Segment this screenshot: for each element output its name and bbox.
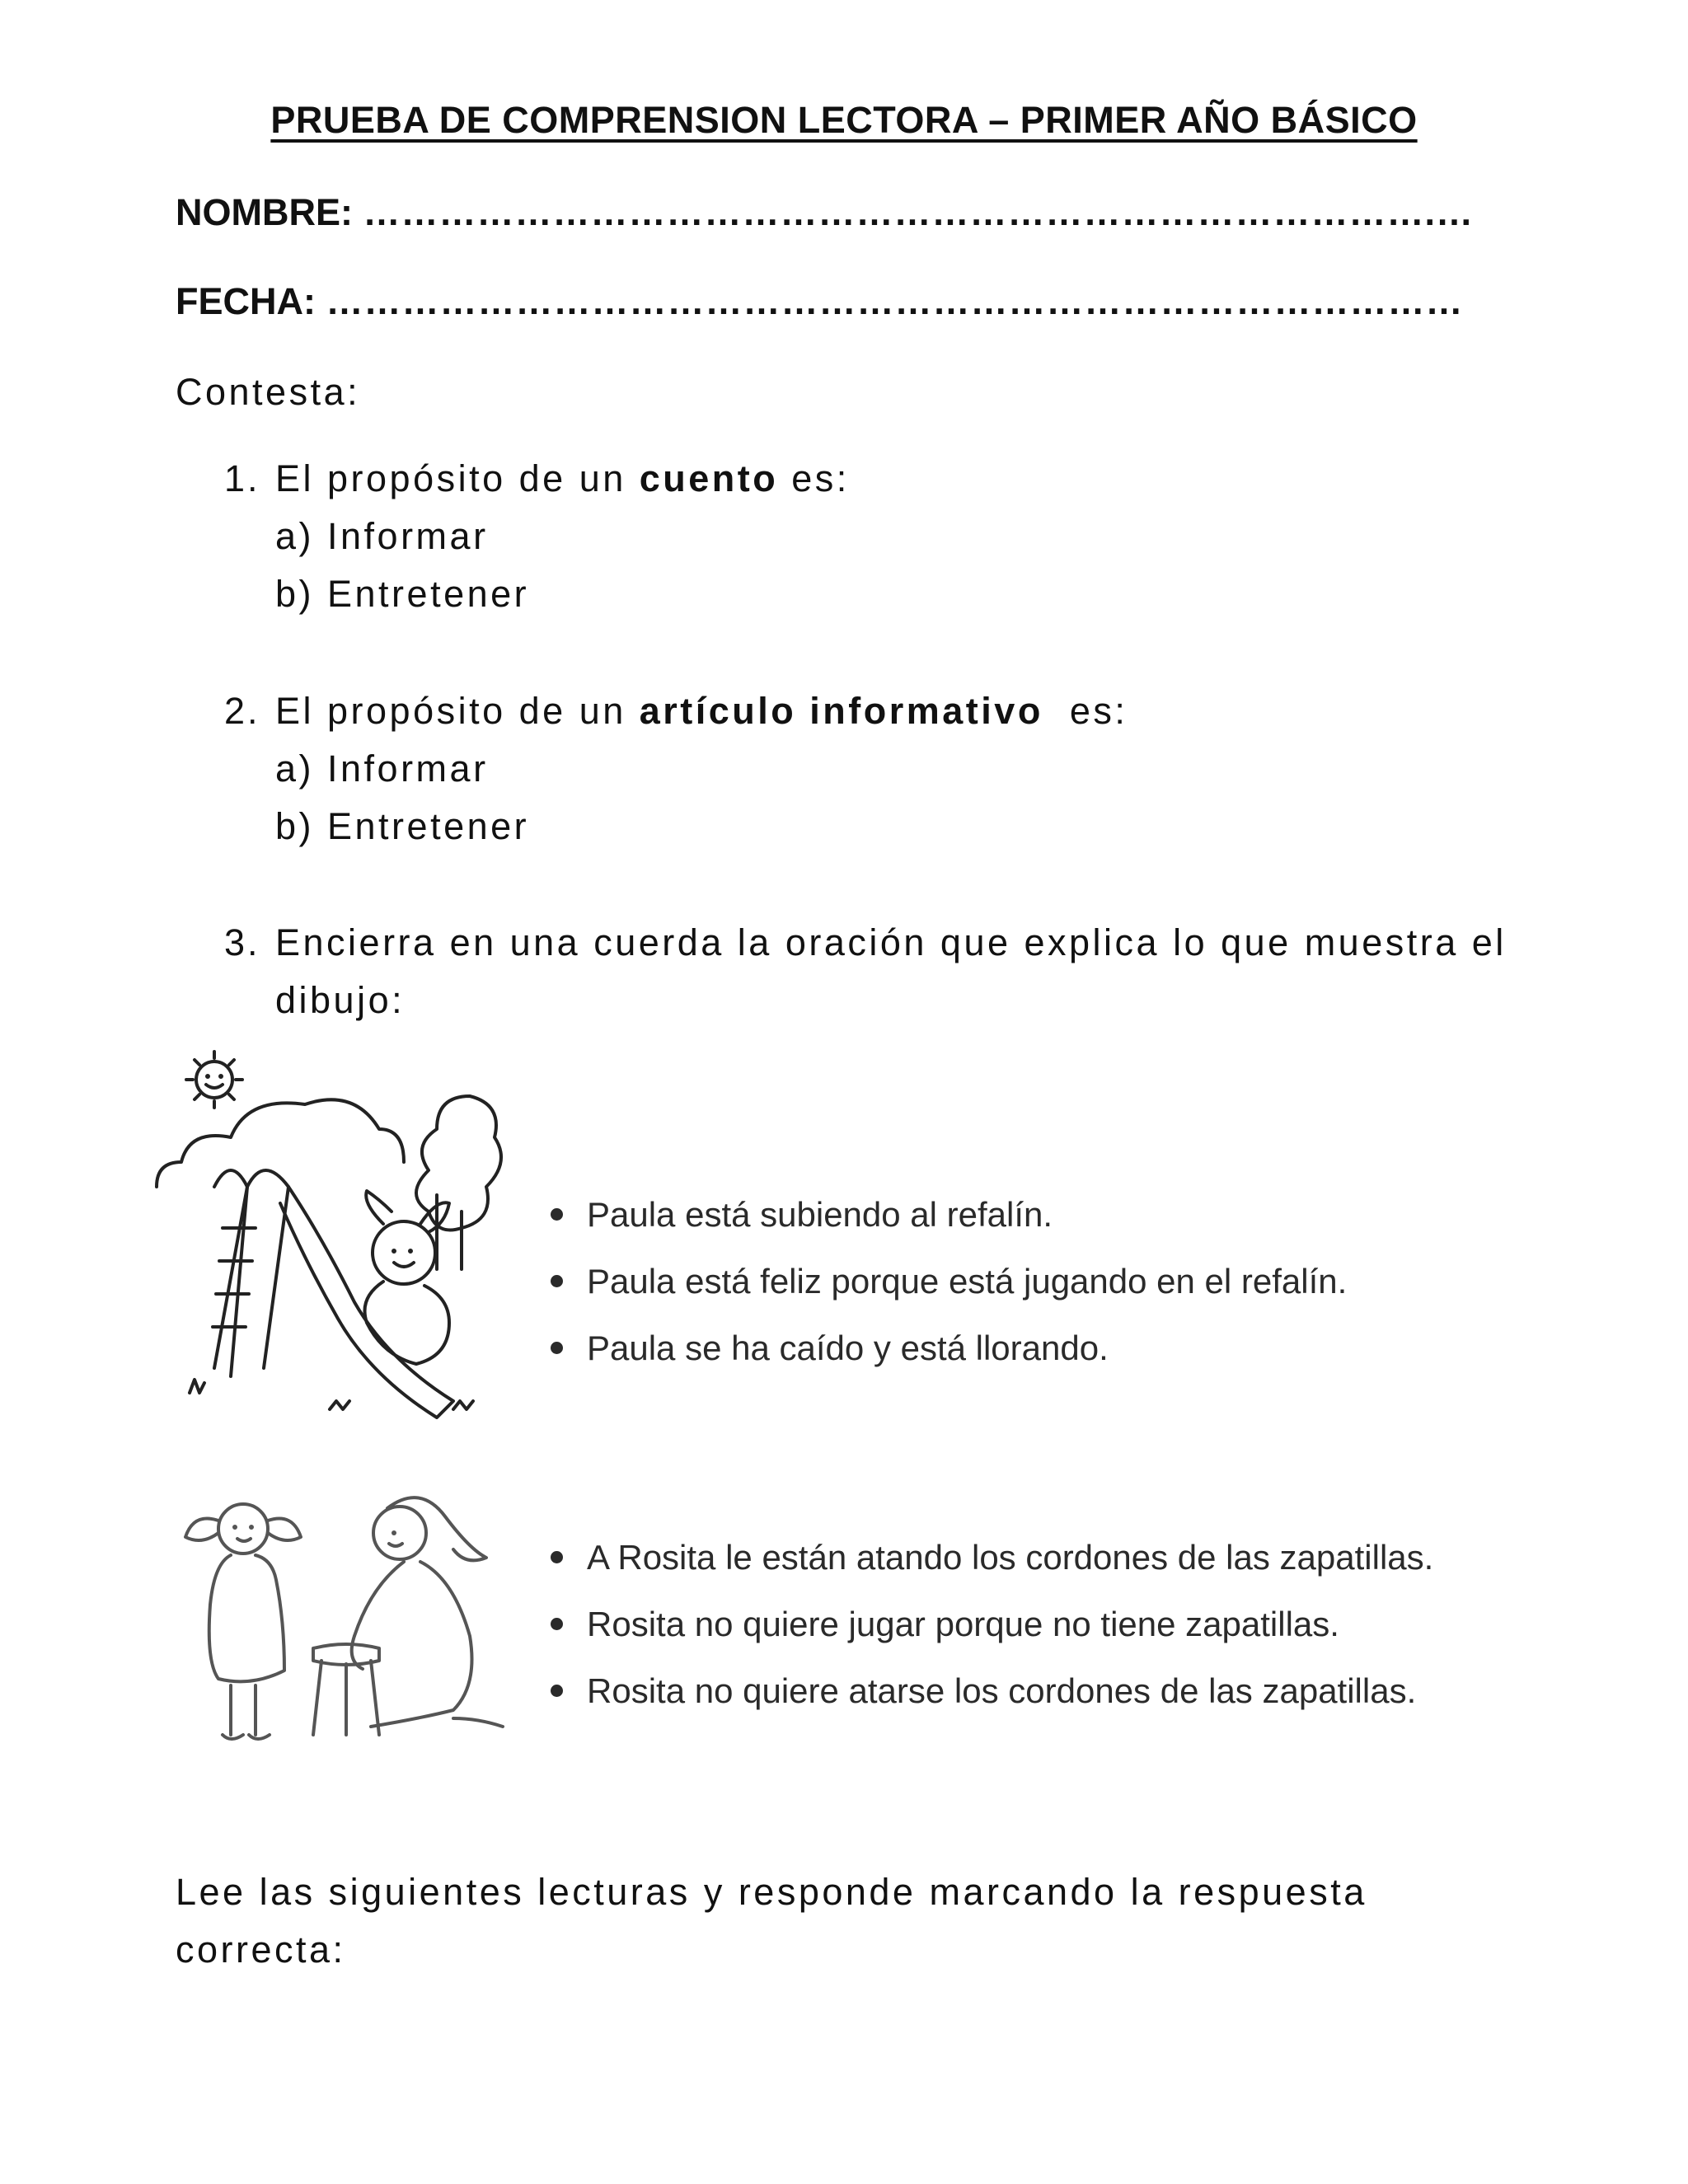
bullet-icon [551, 1618, 563, 1630]
question-1-option-a: a) Informar [275, 515, 489, 557]
instruction-text: Contesta: [176, 371, 361, 413]
name-field [176, 191, 1474, 234]
closing-instruction-line2: correcta: [176, 1929, 346, 1971]
question-1-text: El propósito de un cuento es: [275, 457, 850, 499]
picture-2-option-1[interactable]: A Rosita le están atando los cordones de las zapatillas. [544, 1524, 1433, 1591]
woman-tying-shoes-illustration [173, 1488, 536, 1751]
page-title: PRUEBA DE COMPRENSION LECTORA – PRIMER AÑO BÁSICO [270, 99, 1418, 141]
closing-instruction-line1: Lee las siguientes lecturas y responde marcando la respuesta [176, 1871, 1367, 1913]
bullet-icon [551, 1342, 563, 1354]
question-1-keyword: cuento [639, 457, 779, 499]
picture-2-options [544, 1524, 1433, 1724]
girl-on-slide-illustration [148, 1047, 528, 1434]
date-blank-line: ……………………………………………………………………………… [326, 280, 1464, 322]
name-label: NOMBRE: [176, 191, 353, 233]
question-1-option-b: b) Entretener [275, 573, 530, 615]
bullet-icon [551, 1275, 563, 1287]
question-3-text-line2: dibujo: [275, 979, 406, 1021]
picture-1-option-1[interactable]: Paula está subiendo al refalín. [544, 1181, 1347, 1248]
picture-1-option-3[interactable]: Paula se ha caído y está llorando. [544, 1315, 1347, 1381]
question-number: 2. [224, 690, 260, 732]
date-field [176, 280, 1464, 323]
picture-2-option-3[interactable]: Rosita no quiere atarse los cordones de las zapatillas. [544, 1657, 1433, 1724]
question-2-option-a: a) Informar [275, 748, 489, 790]
bullet-icon [551, 1551, 563, 1563]
bullet-icon [551, 1685, 563, 1697]
name-blank-line: ………………………………………………………………………….… [363, 191, 1475, 233]
question-number: 1. [224, 457, 260, 499]
bullet-icon [551, 1208, 563, 1221]
date-label: FECHA: [176, 280, 316, 322]
question-2-text: El propósito de un artículo informativo es: [275, 690, 1128, 732]
question-2-option-b: b) Entretener [275, 805, 530, 847]
picture-2-option-2[interactable]: Rosita no quiere jugar porque no tiene zapatillas. [544, 1591, 1433, 1657]
picture-1-option-2[interactable]: Paula está feliz porque está jugando en el refalín. [544, 1248, 1347, 1315]
picture-1-options [544, 1181, 1347, 1381]
sun-icon [186, 1052, 242, 1108]
question-3-text-line1: Encierra en una cuerda la oración que explica lo que muestra el [275, 921, 1507, 963]
question-number: 3. [224, 921, 260, 963]
question-2-keyword: artículo informativo [639, 690, 1043, 732]
